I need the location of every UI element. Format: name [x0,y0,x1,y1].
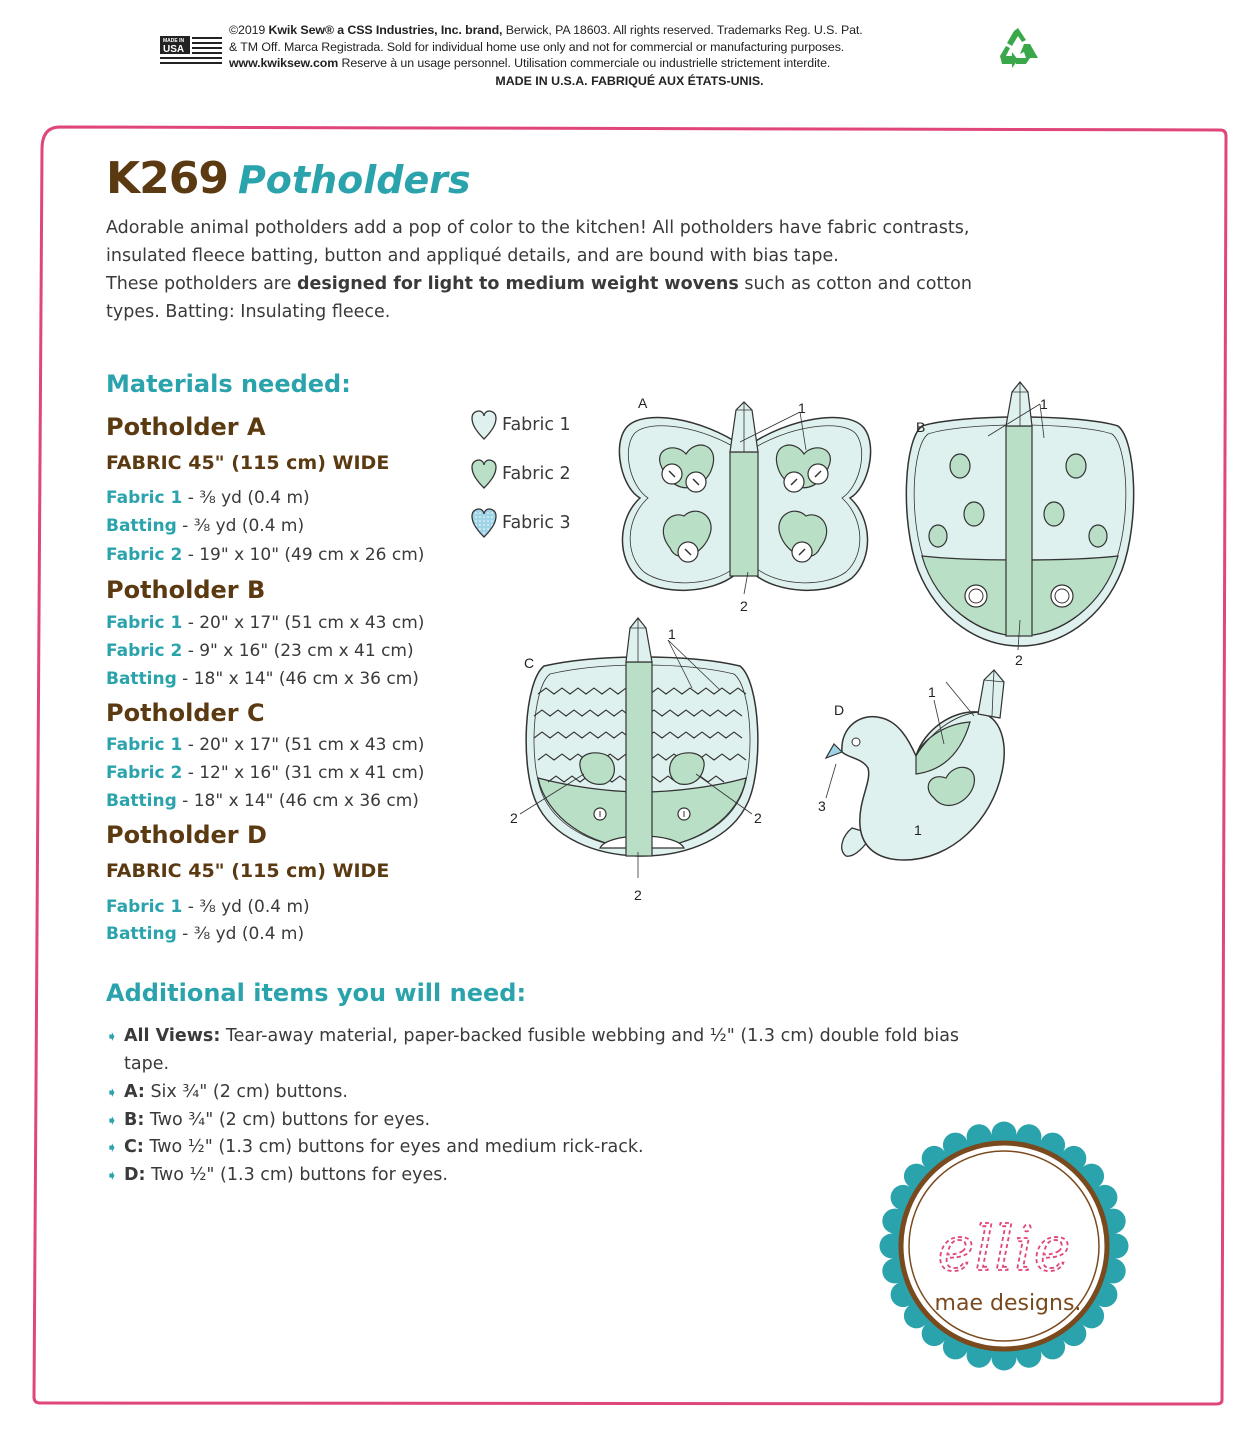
arrow-bullet-icon: ➧ [106,1029,118,1045]
materials-heading: Materials needed: [106,370,351,398]
made-in-usa-badge [160,34,222,66]
material-row: Fabric 1 - 20" x 17" (51 cm x 43 cm) [106,613,425,633]
material-row: Batting - ⅜ yd (0.4 m) [106,516,305,536]
view-d-callout-1-top: 1 [928,684,936,700]
material-row: Fabric 1 - ⅜ yd (0.4 m) [106,897,310,917]
legal-line2: & TM Off. Marca Registrada. Sold for individual home use only and not for commercial or manufacturing purposes. [229,39,845,54]
description-line: insulated fleece batting, button and appliqué details, and are bound with bias tape. [106,246,839,266]
made-in-text: MADE IN U.S.A. FABRIQUÉ AUX ÉTATS-UNIS. [495,74,764,88]
arrow-bullet-icon: ➧ [106,1140,118,1156]
material-row: Batting - 18" x 14" (46 cm x 36 cm) [106,669,419,689]
svg-text:MADE IN: MADE IN [163,38,185,44]
view-d-callout-1-body: 1 [914,822,922,838]
additional-item: ➧ A: Six ¾" (2 cm) buttons. [106,1082,348,1102]
view-a-callout-2: 2 [740,598,748,614]
view-c-hedgehog-illustration [508,616,778,894]
heart-fabric3-icon [470,507,498,539]
potholder-b-title: Potholder B [106,576,266,604]
view-a-label: A [638,395,648,411]
view-b-callout-1: 1 [1040,396,1048,412]
description [106,214,1026,326]
view-d-bird-illustration [812,660,1022,880]
material-row: Batting - ⅜ yd (0.4 m) [106,924,305,944]
additional-heading: Additional items you will need: [106,979,527,1007]
material-row: Fabric 1 - ⅜ yd (0.4 m) [106,488,310,508]
potholder-a-title: Potholder A [106,413,266,441]
legal-line1: Berwick, PA 18603. All rights reserved. Trademarks Reg. U.S. Pat. [502,23,863,37]
arrow-bullet-icon: ➧ [106,1085,118,1101]
brand-name: Kwik Sew® a CSS Industries, Inc. brand, [268,23,503,37]
view-a-callout-1: 1 [798,400,806,416]
potholder-c-title: Potholder C [106,699,265,727]
view-b-label: B [916,419,926,435]
potholder-d-fabric-width: FABRIC 45" (115 cm) WIDE [106,860,390,882]
website-link[interactable]: www.kwiksew.com [229,56,339,70]
logo-script-ellie: ellie [937,1212,1071,1285]
description-emphasis: designed for light to medium weight wovens [296,274,739,294]
additional-item: ➧ C: Two ½" (1.3 cm) buttons for eyes and medium rick-rack. [106,1137,644,1157]
additional-item: ➧ B: Two ¾" (2 cm) buttons for eyes. [106,1110,431,1130]
description-text: These potholders are [106,274,297,294]
legend-fabric-1: Fabric 1 [470,409,571,441]
heart-fabric1-icon [470,409,498,441]
pattern-name: Potholders [237,158,471,202]
additional-item: ➧ D: Two ½" (1.3 cm) buttons for eyes. [106,1165,448,1185]
description-text: such as cotton and cotton [738,274,972,294]
potholder-d-title: Potholder D [106,821,267,849]
legal-line3: Reserve à un usage personnel. Utilisation commerciale ou industrielle strictement interdite. [338,56,831,70]
potholder-a-fabric-width: FABRIC 45" (115 cm) WIDE [106,452,390,474]
legend-fabric-2: Fabric 2 [470,458,571,490]
ellie-mae-designs-logo [878,1120,1130,1372]
copyright-year: ©2019 [229,23,269,37]
arrow-bullet-icon: ➧ [106,1168,118,1184]
legend-fabric-3: Fabric 3 [470,507,571,539]
view-b-ladybug-illustration [900,380,1140,660]
additional-item: ➧ All Views: Tear-away material, paper-backed fusible webbing and ½" (1.3 cm) double fold bias [106,1026,960,1046]
arrow-bullet-icon: ➧ [106,1113,118,1129]
pattern-title [106,153,471,213]
view-c-callout-2-bottom: 2 [634,887,642,903]
description-line: types. Batting: Insulating fleece. [106,302,391,322]
legal-text [229,22,994,72]
additional-item-continued: tape. [124,1054,170,1074]
recycle-icon [996,26,1040,72]
description-line: Adorable animal potholders add a pop of color to the kitchen! All potholders have fabric contrasts, [106,218,970,238]
view-c-callout-1: 1 [668,626,676,642]
pattern-code: K269 [106,153,228,204]
material-row: Fabric 2 - 9" x 16" (23 cm x 41 cm) [106,641,414,661]
material-row: Fabric 2 - 19" x 10" (49 cm x 26 cm) [106,545,425,565]
header [0,0,1259,100]
view-d-callout-3: 3 [818,798,826,814]
view-d-label: D [834,702,845,718]
svg-text:USA: USA [163,44,185,55]
heart-fabric2-icon [470,458,498,490]
view-b-callout-2: 2 [1015,652,1023,668]
view-a-callout-lines [700,408,810,598]
logo-subtitle: mae designs. [934,1291,1082,1316]
material-row: Fabric 1 - 20" x 17" (51 cm x 43 cm) [106,735,425,755]
material-row: Fabric 2 - 12" x 16" (31 cm x 41 cm) [106,763,425,783]
view-c-callout-2-right: 2 [754,810,762,826]
view-c-label: C [524,655,535,671]
view-c-callout-2-left: 2 [510,810,518,826]
material-row: Batting - 18" x 14" (46 cm x 36 cm) [106,791,419,811]
